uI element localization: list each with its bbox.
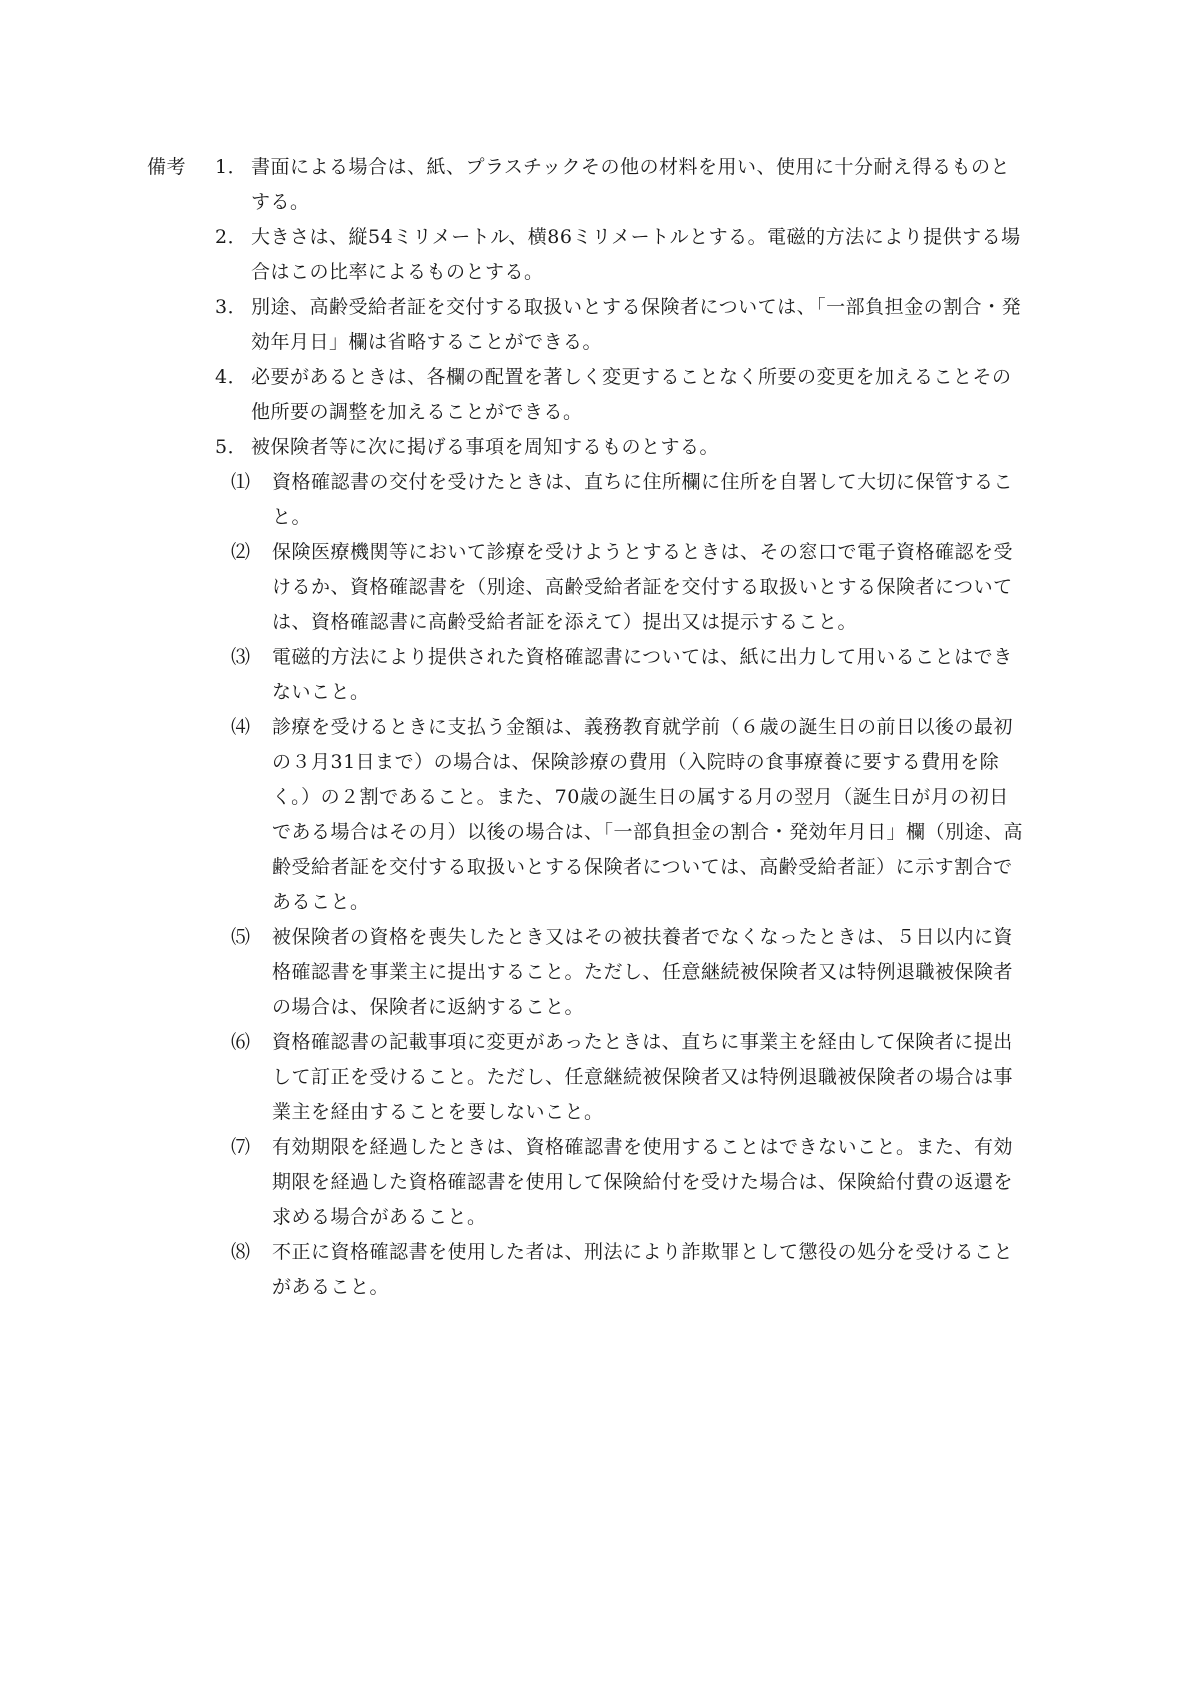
remark-item-1 (215, 150, 1027, 220)
remark-subitem-5 (231, 920, 1027, 1025)
remark-subitem-3 (231, 640, 1027, 710)
remark-subitem-number: ⑴ (231, 471, 251, 493)
remark-subitem-text: 被保険者の資格を喪失したとき又はその被扶養者でなくなったときは、５日以内に資格確認書を事業主に提出すること。ただし、任意継続被保険者又は特例退職被保険者の場合は、保険者に返納すること。 (272, 926, 1014, 1018)
remark-subitem-number: ⑷ (231, 716, 251, 738)
remark-item-text: 被保険者等に次に掲げる事項を周知するものとする。 (251, 436, 720, 458)
remark-subitem-number: ⑸ (231, 926, 251, 948)
remark-subitem-8 (231, 1235, 1027, 1305)
remark-item-number: 3． (215, 296, 248, 318)
document-page (147, 150, 1027, 1305)
remark-subitem-6 (231, 1025, 1027, 1130)
remark-subitem-number: ⑹ (231, 1031, 251, 1053)
remark-item-3 (215, 290, 1027, 360)
remark-subitem-text: 不正に資格確認書を使用した者は、刑法により詐欺罪として懲役の処分を受けることがあること。 (272, 1241, 1014, 1298)
remark-subitem-text: 診療を受けるときに支払う金額は、義務教育就学前（６歳の誕生日の前日以後の最初の３月31日まで）の場合は、保険診療の費用（入院時の食事療養に要する費用を除く。）の２割であること。また、70歳の誕生日の属する月の翌月（誕生日が月の初日である場合はその月）以後の場合は、「一部負担金の割合・発効年月日」欄（別途、高齢受給者証を交付する取扱いとする保険者については、高齢受給者証）に示す割合であること。 (272, 716, 1024, 913)
remarks-label: 備考 (147, 156, 187, 178)
remark-item-number: 5． (215, 436, 248, 458)
remark-item-text: 別途、高齢受給者証を交付する取扱いとする保険者については、「一部負担金の割合・発効年月日」欄は省略することができる。 (251, 296, 1022, 353)
remark-item-number: 1． (215, 156, 248, 178)
remark-item-5 (215, 430, 1027, 465)
remark-item-4 (215, 360, 1027, 430)
remark-item-text: 必要があるときは、各欄の配置を著しく変更することなく所要の変更を加えることその他所要の調整を加えることができる。 (251, 366, 1012, 423)
remark-item-text: 書面による場合は、紙、プラスチックその他の材料を用い、使用に十分耐え得るものとする。 (251, 156, 1010, 213)
remark-subitem-text: 電磁的方法により提供された資格確認書については、紙に出力して用いることはできないこと。 (272, 646, 1013, 703)
remark-subitem-4 (231, 710, 1027, 920)
remarks-items (215, 150, 1027, 1305)
remark-item-number: 4． (215, 366, 248, 388)
remark-subitem-text: 資格確認書の記載事項に変更があったときは、直ちに事業主を経由して保険者に提出して訂正を受けること。ただし、任意継続被保険者又は特例退職被保険者の場合は事業主を経由することを要しないこと。 (272, 1031, 1014, 1123)
remark-subitem-2 (231, 535, 1027, 640)
remark-subitem-text: 保険医療機関等において診療を受けようとするときは、その窓口で電子資格確認を受けるか、資格確認書を（別途、高齢受給者証を交付する取扱いとする保険者については、資格確認書に高齢受給者証を添えて）提出又は提示すること。 (272, 541, 1014, 633)
remark-subitem-text: 有効期限を経過したときは、資格確認書を使用することはできないこと。また、有効期限を経過した資格確認書を使用して保険給付を受けた場合は、保険給付費の返還を求める場合があること。 (272, 1136, 1014, 1228)
remark-subitems (231, 465, 1027, 1305)
remark-subitem-number: ⑻ (231, 1241, 251, 1263)
remark-item-text: 大きさは、縦54ミリメートル、横86ミリメートルとする。電磁的方法により提供する場合はこの比率によるものとする。 (251, 226, 1021, 283)
remarks-section (147, 150, 1027, 1305)
remark-subitem-7 (231, 1130, 1027, 1235)
remark-subitem-number: ⑺ (231, 1136, 251, 1158)
remark-subitem-text: 資格確認書の交付を受けたときは、直ちに住所欄に住所を自署して大切に保管すること。 (272, 471, 1014, 528)
remark-subitem-number: ⑵ (231, 541, 251, 563)
remark-item-2 (215, 220, 1027, 290)
remark-subitem-1 (231, 465, 1027, 535)
remark-item-number: 2． (215, 226, 248, 248)
remark-subitem-number: ⑶ (231, 646, 251, 668)
